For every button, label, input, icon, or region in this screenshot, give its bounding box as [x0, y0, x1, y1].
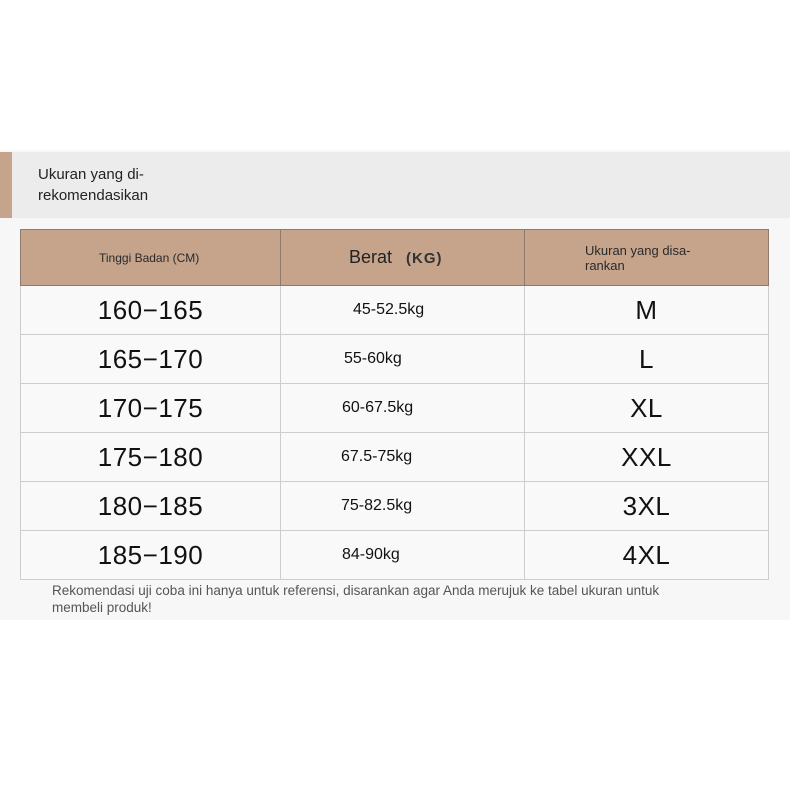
size-cell: XXL: [525, 433, 769, 482]
page-title-line-1: Ukuran yang di-: [38, 166, 144, 183]
table-row: [21, 286, 769, 335]
height-cell: 185−190: [21, 531, 281, 580]
weight-cell: 75-82.5kg: [281, 482, 525, 531]
accent-bar: [0, 152, 12, 218]
footer-note: [52, 582, 752, 616]
size-cell: XL: [525, 384, 769, 433]
table-header-row: [21, 230, 769, 286]
height-cell: 175−180: [21, 433, 281, 482]
table-row: [21, 335, 769, 384]
table-row: [21, 433, 769, 482]
size-cell: 3XL: [525, 482, 769, 531]
height-cell: 165−170: [21, 335, 281, 384]
size-cell: M: [525, 286, 769, 335]
height-cell: 160−165: [21, 286, 281, 335]
weight-cell: 84-90kg: [281, 531, 525, 580]
weight-cell: 67.5-75kg: [281, 433, 525, 482]
height-cell: 180−185: [21, 482, 281, 531]
height-cell: 170−175: [21, 384, 281, 433]
column-header-size-line-2: rankan: [585, 257, 625, 273]
column-header-weight-unit: (KG): [406, 250, 443, 267]
column-header-weight-label: Berat: [349, 247, 393, 267]
column-header-size: [525, 230, 769, 286]
table-row: [21, 384, 769, 433]
weight-cell: 60-67.5kg: [281, 384, 525, 433]
column-header-height: Tinggi Badan (CM): [21, 230, 281, 286]
weight-cell: 55-60kg: [281, 335, 525, 384]
column-header-weight: [281, 230, 525, 286]
page-title: [38, 164, 298, 206]
footer-note-line-2: membeli produk!: [52, 600, 152, 615]
table-row: [21, 531, 769, 580]
size-table: [20, 229, 769, 580]
column-header-size-line-1: Ukuran yang disa-: [585, 242, 691, 258]
footer-note-line-1: Rekomendasi uji coba ini hanya untuk referensi, disarankan agar Anda merujuk ke tabel ukuran untuk: [52, 583, 660, 598]
weight-cell: 45-52.5kg: [281, 286, 525, 335]
table-row: [21, 482, 769, 531]
size-cell: 4XL: [525, 531, 769, 580]
page-title-line-2: rekomendasikan: [38, 187, 149, 204]
size-cell: L: [525, 335, 769, 384]
